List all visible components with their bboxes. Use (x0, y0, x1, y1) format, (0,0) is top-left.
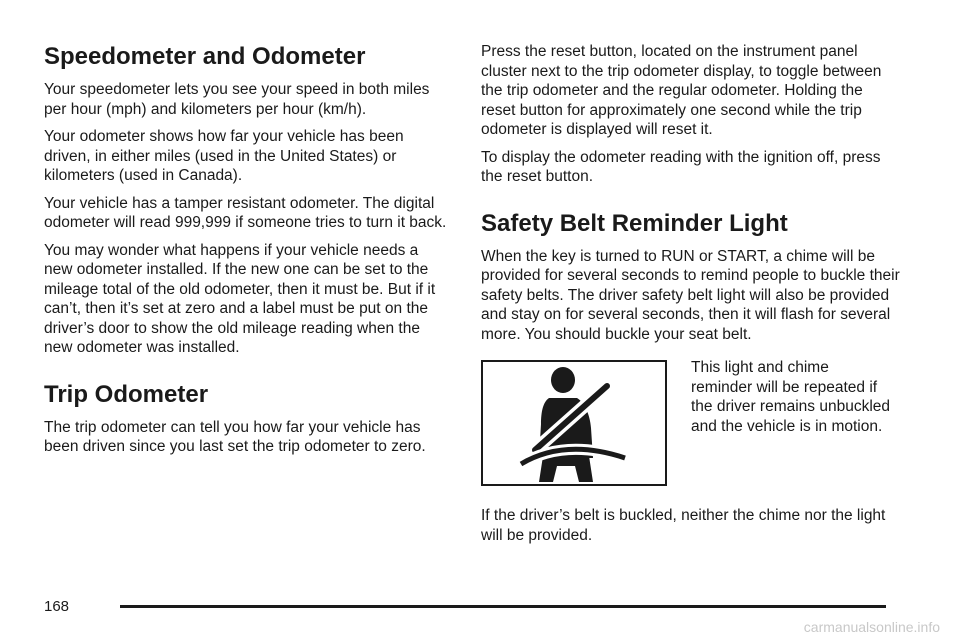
safety-belt-paragraph-1: When the key is turned to RUN or START, a chime will be provided for several seconds to remind people to buckle their safety belts. The driver safety belt light will also be provided and stay on for several seconds, then it will flash for several more. You should buckle your seat belt. (481, 247, 900, 343)
page-footer (44, 597, 886, 619)
trip-odometer-heading: Trip Odometer (44, 380, 209, 408)
speedometer-paragraph-1: Your speedometer lets you see your speed in both miles per hour (mph) and kilometers per hour (km/h). (44, 81, 430, 118)
seatbelt-icon-head (551, 367, 575, 393)
safety-belt-closing-paragraph: If the driver’s belt is buckled, neither the chime nor the light will be provided. (481, 507, 886, 544)
right-column (481, 42, 901, 553)
trip-continued-paragraph-2: To display the odometer reading with the ignition off, press the reset button. (481, 148, 881, 185)
seatbelt-reminder-icon (483, 362, 665, 484)
seatbelt-icon-frame (481, 360, 667, 486)
speedometer-paragraph-4: You may wonder what happens if your vehicle needs a new odometer installed. If the new one can be set to the mileage total of the old odometer, then it must be. But if it can’t, then it’s set at zero and a label must be put on the driver’s door to show the old mileage reading when the new odometer was installed. (44, 241, 436, 356)
left-column (44, 42, 448, 465)
page-number: 168 (44, 598, 70, 615)
footer-rule (120, 605, 886, 608)
speedometer-heading: Speedometer and Odometer (44, 43, 366, 70)
seatbelt-figure (481, 358, 901, 490)
watermark: carmanualsonline.info (803, 619, 940, 635)
seatbelt-icon-legs (539, 456, 593, 482)
seatbelt-figure-caption: This light and chime reminder will be repeated if the driver remains unbuckled and the vehicle is in motion. (691, 359, 891, 435)
speedometer-paragraph-2: Your odometer shows how far your vehicle has been driven, in either miles (used in the United States) or kilometers (used in Canada). (44, 128, 404, 184)
safety-belt-heading: Safety Belt Reminder Light (481, 209, 788, 237)
trip-continued-paragraph-1: Press the reset button, located on the instrument panel cluster next to the trip odometer display, to toggle between the trip odometer and the regular odometer. Holding the reset button for approximately one second while the trip odometer is displayed will reset it. (481, 43, 882, 138)
speedometer-paragraph-3: Your vehicle has a tamper resistant odometer. The digital odometer will read 999,999 if someone tries to turn it back. (44, 194, 447, 231)
trip-odometer-paragraph-1: The trip odometer can tell you how far your vehicle has been driven since you last set the trip odometer to zero. (44, 418, 426, 455)
